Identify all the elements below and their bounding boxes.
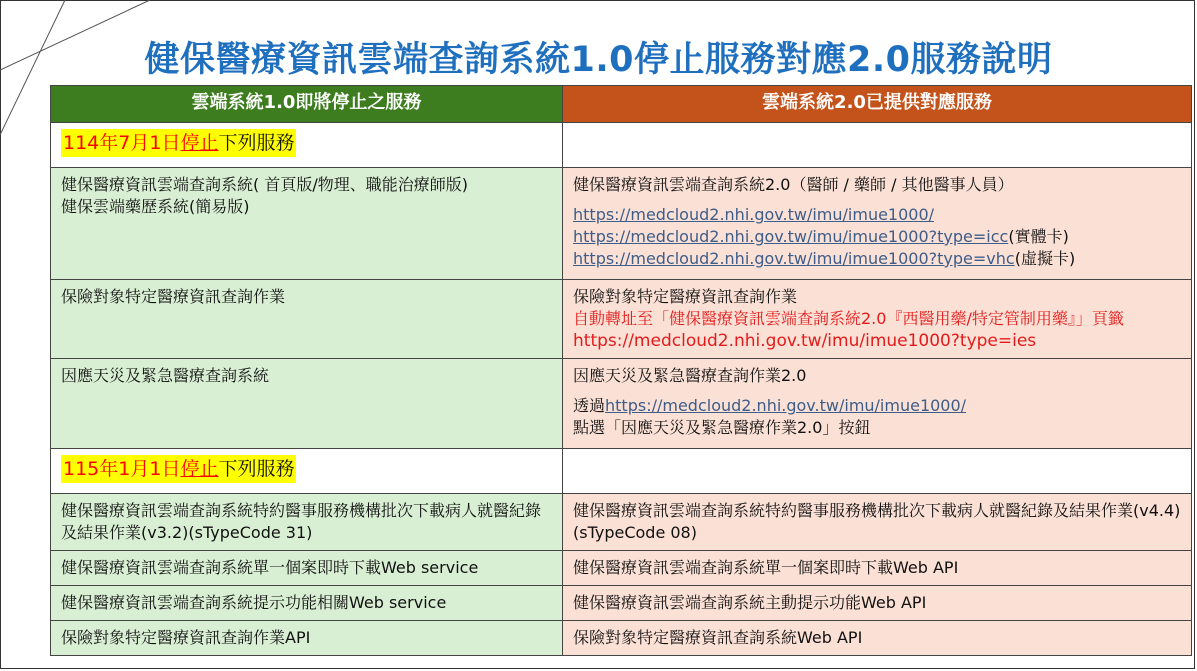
section-empty-cell bbox=[563, 449, 1192, 494]
v2-service-title: 保險對象特定醫療資訊查詢作業 bbox=[573, 287, 798, 306]
medcloud-icc-link[interactable]: https://medcloud2.nhi.gov.tw/imu/imue1000?type=icc bbox=[573, 227, 1009, 246]
section-date: 114年7月1日 bbox=[63, 132, 181, 154]
v1-service-cell: 因應天災及緊急醫療查詢系統 bbox=[51, 359, 563, 449]
v1-service-cell: 健保醫療資訊雲端查詢系統單一個案即時下載Web service bbox=[51, 551, 563, 586]
v2-service-cell bbox=[563, 280, 1192, 359]
v2-service-title: 因應天災及緊急醫療查詢作業2.0 bbox=[573, 366, 807, 385]
v2-service-cell: 健保醫療資訊雲端查詢系統特約醫事服務機構批次下載病人就醫紀錄及結果作業(v4.4)(sTypeCode 08) bbox=[563, 494, 1192, 551]
service-mapping-table bbox=[50, 85, 1192, 656]
link-suffix: (虛擬卡) bbox=[1014, 249, 1076, 268]
v1-service-cell: 健保醫療資訊雲端查詢系統提示功能相關Web service bbox=[51, 586, 563, 621]
section-row-2025 bbox=[51, 123, 1192, 168]
header-v1-services: 雲端系統1.0即將停止之服務 bbox=[51, 86, 563, 123]
medcloud-link[interactable]: https://medcloud2.nhi.gov.tw/imu/imue1000/ bbox=[573, 205, 935, 224]
section-stop: 停止 bbox=[180, 132, 219, 154]
section-stop: 停止 bbox=[180, 458, 219, 480]
section-date: 115年1月1日 bbox=[63, 458, 181, 480]
v2-service-cell bbox=[563, 168, 1192, 280]
link-suffix: (實體卡) bbox=[1008, 227, 1069, 246]
v2-service-cell bbox=[563, 359, 1192, 449]
v2-service-cell: 健保醫療資訊雲端查詢系統主動提示功能Web API bbox=[563, 586, 1192, 621]
link-line bbox=[573, 204, 1181, 226]
link-line bbox=[573, 226, 1181, 248]
redirect-note: 自動轉址至「健保醫療資訊雲端查詢系統2.0『西醫用藥/特定管制用藥』」頁籤 bbox=[573, 309, 1124, 328]
highlight-box bbox=[61, 455, 296, 483]
v2-service-cell: 健保醫療資訊雲端查詢系統單一個案即時下載Web API bbox=[563, 551, 1192, 586]
v1-service-line: 健保醫療資訊雲端查詢系統( 首頁版/物理、職能治療師版) bbox=[61, 175, 468, 194]
section-label-2026 bbox=[51, 449, 563, 494]
header-v2-services: 雲端系統2.0已提供對應服務 bbox=[563, 86, 1192, 123]
v1-service-cell: 保險對象特定醫療資訊查詢作業API bbox=[51, 621, 563, 656]
section-rest: 下列服務 bbox=[218, 132, 295, 154]
link-line bbox=[573, 248, 1181, 270]
table-row bbox=[51, 551, 1192, 586]
table-row bbox=[51, 621, 1192, 656]
section-empty-cell bbox=[563, 123, 1192, 168]
table-row bbox=[51, 494, 1192, 551]
table-row bbox=[51, 168, 1192, 280]
via-text: 透過 bbox=[573, 396, 606, 415]
highlight-box bbox=[61, 129, 296, 157]
table-row bbox=[51, 586, 1192, 621]
section-label-2025 bbox=[51, 123, 563, 168]
v1-service-cell bbox=[51, 168, 563, 280]
v1-service-cell: 健保醫療資訊雲端查詢系統特約醫事服務機構批次下載病人就醫紀錄及結果作業(v3.2)(sTypeCode 31) bbox=[51, 494, 563, 551]
table-row bbox=[51, 280, 1192, 359]
section-row-2026 bbox=[51, 449, 1192, 494]
page-title: 健保醫療資訊雲端查詢系統1.0停止服務對應2.0服務說明 bbox=[144, 40, 1053, 80]
v1-service-line: 健保雲端藥歷系統(簡易版) bbox=[61, 197, 250, 216]
redirect-url: https://medcloud2.nhi.gov.tw/imu/imue1000?type=ies bbox=[573, 331, 1037, 351]
section-rest: 下列服務 bbox=[218, 458, 295, 480]
table-row bbox=[51, 359, 1192, 449]
v2-service-cell: 保險對象特定醫療資訊查詢系統Web API bbox=[563, 621, 1192, 656]
v1-service-cell: 保險對象特定醫療資訊查詢作業 bbox=[51, 280, 563, 359]
table-header-row bbox=[51, 86, 1192, 123]
click-instruction: 點選「因應天災及緊急醫療作業2.0」按鈕 bbox=[573, 418, 871, 437]
via-line bbox=[573, 395, 1181, 417]
medcloud-vhc-link[interactable]: https://medcloud2.nhi.gov.tw/imu/imue1000?type=vhc bbox=[573, 249, 1015, 268]
disaster-link[interactable]: https://medcloud2.nhi.gov.tw/imu/imue1000/ bbox=[605, 396, 967, 415]
v2-service-title: 健保醫療資訊雲端查詢系統2.0（醫師 / 藥師 / 其他醫事人員） bbox=[573, 175, 1014, 194]
